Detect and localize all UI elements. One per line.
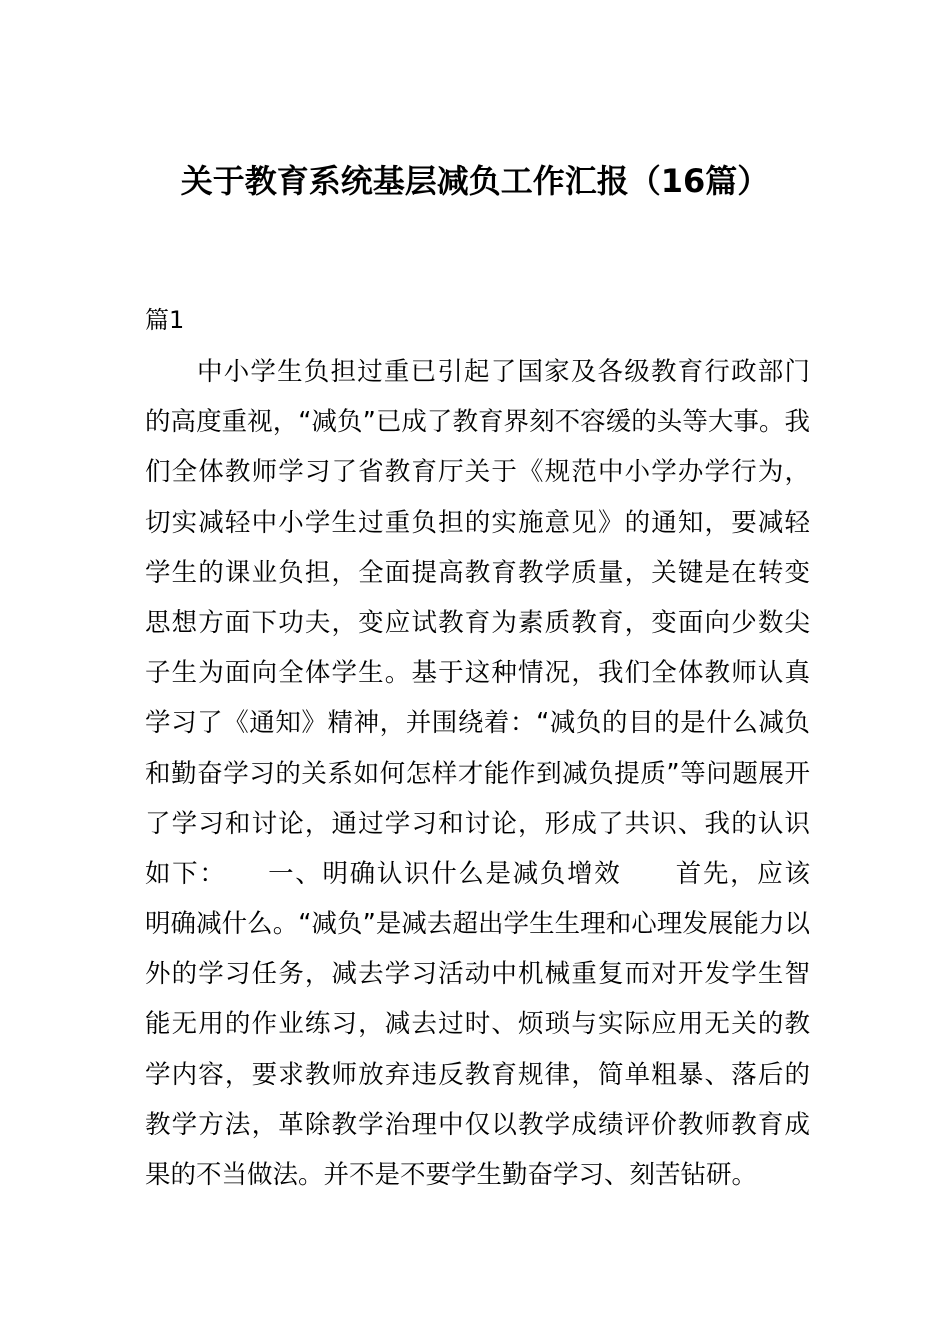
paragraph-line: 子生为面向全体学生。基于这种情况，我们全体教师认真 [145,658,810,689]
paragraph-line: 明确减什么。“减负”是减去超出学生生理和心理发展能力以 [145,909,810,940]
paragraph-line: 教学方法，革除教学治理中仅以教学成绩评价教师教育成 [145,1109,810,1140]
paragraph-line: 切实减轻中小学生过重负担的实施意见》的通知，要减轻 [145,507,810,538]
paragraph-line: 中小学生负担过重已引起了国家及各级教育行政部门 [197,357,810,387]
paragraph-line: 的高度重视，“减负”已成了教育界刻不容缓的头等大事。我 [145,407,810,438]
paragraph-line: 学生的课业负担，全面提高教育教学质量，关键是在转变 [145,557,810,588]
paragraph-line: 思想方面下功夫，变应试教育为素质教育，变面向少数尖 [145,607,810,638]
paragraph-line: 学内容，要求教师放弃违反教育规律，简单粗暴、落后的 [145,1059,810,1090]
paragraph-line: 学习了《通知》精神，并围绕着：“减负的目的是什么减负 [145,708,810,739]
paragraph-line: 们全体教师学习了省教育厅关于《规范中小学办学行为， [145,457,810,488]
paragraph-line: 果的不当做法。并不是不要学生勤奋学习、刻苦钻研。 [145,1160,758,1190]
section-heading: 篇1 [145,306,185,334]
paragraph-line: 了学习和讨论，通过学习和讨论，形成了共识、我的认识 [145,808,810,839]
paragraph-line: 外的学习任务，减去学习活动中机械重复而对开发学生智 [145,959,810,990]
document-title: 关于教育系统基层减负工作汇报（16篇） [180,162,770,200]
body-paragraph [145,347,810,1200]
paragraph-line: 和勤奋学习的关系如何怎样才能作到减负提质”等问题展开 [145,758,810,789]
paragraph-line: 能无用的作业练习，减去过时、烦琐与实际应用无关的教 [145,1009,810,1040]
paragraph-line: 如下： 一、明确认识什么是减负增效 首先，应该 [145,858,810,889]
